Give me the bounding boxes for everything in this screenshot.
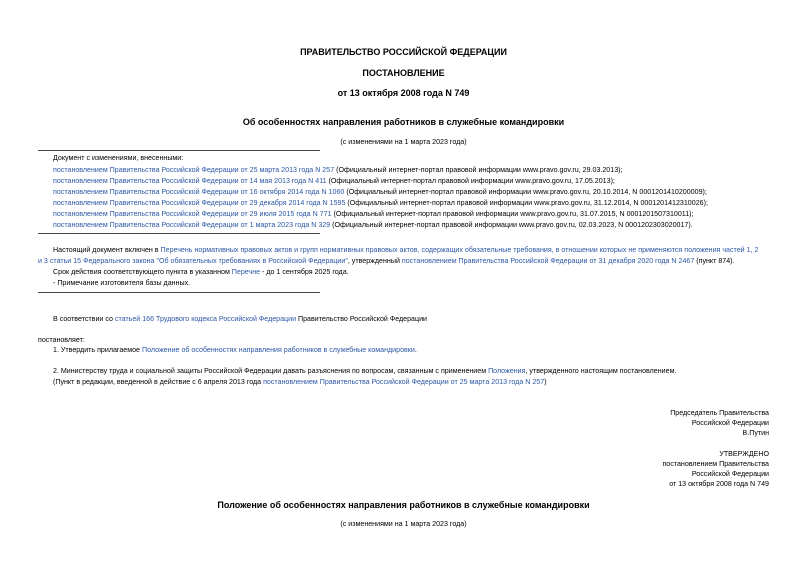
list-ref-link[interactable]: Перечне [231,268,261,276]
federal-law-link[interactable]: и 3 статьи 15 Федерального закона "Об обязательных требованиях в Российской Федерации" [38,257,348,265]
amendment-item: постановлением Правительства Российской Федерации от 29 декабря 2014 года N 1595 (Официальный интернет-портал правовой информации www.pravo.gov.ru, 31.12.2014, N 0001201412310026); [53,199,708,207]
decides-text: постановляет: [38,336,85,344]
amendment-link[interactable]: постановлением Правительства Российской Федерации от 14 мая 2013 года N 411 [53,177,327,185]
signature-title-1: Председатель Правительства [670,409,769,417]
divider [38,233,320,234]
government-name: ПРАВИТЕЛЬСТВО РОССИЙСКОЙ ФЕДЕРАЦИИ [300,47,507,57]
validity-note: Срок действия соответствующего пункта в указанном Перечне - до 1 сентября 2025 года. [53,268,349,276]
divider [38,292,320,293]
amendment-item: постановлением Правительства Российской Федерации от 1 марта 2023 года N 329 (Официальный интернет-портал правовой информации www.pravo.gov.ru, 02.03.2023, N 0001202303020017). [53,221,693,229]
amendment-link[interactable]: постановлением Правительства Российской Федерации от 25 марта 2013 года N 257 [53,166,335,174]
item-2: 2. Министерству труда и социальной защиты Российской Федерации давать разъяснения по вопросам, связанным с применением Положения, утвержденного настоящим постановлением. [53,367,677,375]
annex-changes-note: (с изменениями на 1 марта 2023 года) [340,520,467,528]
approved-line-4: от 13 октября 2008 года N 749 [669,480,769,488]
amendment-item: постановлением Правительства Российской Федерации от 29 июля 2015 года N 771 (Официальный интернет-портал правовой информации www.pravo.gov.ru, 31.07.2015, N 0001201507310011); [53,210,694,218]
amendment-link[interactable]: постановлением Правительства Российской Федерации от 29 июля 2015 года N 771 [53,210,332,218]
regulation-link[interactable]: Положение об особенностях направления работников в служебные командировки [141,346,415,354]
amendment-item: постановлением Правительства Российской Федерации от 25 марта 2013 года N 257 (Официальный интернет-портал правовой информации www.pravo.gov.ru, 29.03.2013); [53,166,623,174]
note-paragraph-cont: и 3 статьи 15 Федерального закона "Об обязательных требованиях в Российской Федерации", утвержденный постановлением Правительства Российской Федерации от 31 декабря 2020 года N 2467 (пункт 874). [38,257,735,265]
annex-title: Положение об особенностях направления работников в служебные командировки [217,500,590,510]
labor-code-link[interactable]: статьей 166 Трудового кодекса Российской Федерации [114,315,297,323]
document-title: Об особенностях направления работников в служебные командировки [242,117,565,127]
amendment-link[interactable]: постановлением Правительства Российской Федерации от 16 октября 2014 года N 1060 [53,188,345,196]
signature-title-2: Российской Федерации [691,419,769,427]
resolution-link[interactable]: постановлением Правительства Российской Федерации от 31 декабря 2020 года N 2467 [401,257,695,265]
document-type: ПОСТАНОВЛЕНИЕ [362,68,445,78]
list-link[interactable]: Перечень нормативных правовых актов и групп нормативных правовых актов, содержащих обязательные требования, в отношении которых не применяются положения частей 1, 2 [160,246,759,254]
basis-paragraph: В соответствии со статьей 166 Трудового кодекса Российской Федерации Правительство Российской Федерации [53,315,427,323]
amendment-ref-link[interactable]: постановлением Правительства Российской Федерации от 25 марта 2013 года N 257 [263,378,545,386]
document-date: от 13 октября 2008 года N 749 [337,88,470,98]
changes-note: (с изменениями на 1 марта 2023 года) [340,138,467,146]
signature-name: В.Путин [742,429,769,437]
divider [38,150,320,151]
amendment-item: постановлением Правительства Российской Федерации от 16 октября 2014 года N 1060 (Официальный интернет-портал правовой информации www.pravo.gov.ru, 20.10.2014, N 0001201410200009); [53,188,707,196]
item-1: 1. Утвердить прилагаемое Положение об особенностях направления работников в служебные командировки. [53,346,417,354]
amendment-link[interactable]: постановлением Правительства Российской Федерации от 29 декабря 2014 года N 1595 [53,199,346,207]
approved-line-3: Российской Федерации [691,470,769,478]
approved-line-2: постановлением Правительства [662,460,769,468]
amendments-intro: Документ с изменениями, внесенными: [53,154,184,162]
item-2-note: (Пункт в редакции, введенной в действие с 6 апреля 2013 года постановлением Правительства Российской Федерации от 25 марта 2013 года N 257) [53,378,547,386]
producer-note: - Примечание изготовителя базы данных. [53,279,191,287]
amendment-item: постановлением Правительства Российской Федерации от 14 мая 2013 года N 411 (Официальный интернет-портал правовой информации www.pravo.gov.ru, 17.05.2013); [53,177,615,185]
regulation-ref-link[interactable]: Положения [488,367,526,375]
approved-label: УТВЕРЖДЕНО [719,450,769,458]
note-paragraph: Настоящий документ включен в Перечень нормативных правовых актов и групп нормативных правовых актов, содержащих обязательные требования, в отношении которых не применяются положения частей 1, 2 [53,246,759,254]
amendment-link[interactable]: постановлением Правительства Российской Федерации от 1 марта 2023 года N 329 [53,221,331,229]
